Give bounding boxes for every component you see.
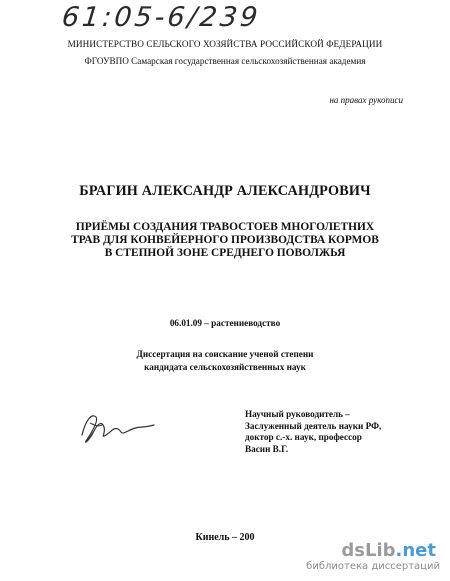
- watermark-subtitle: библиотека диссертаций: [306, 561, 440, 572]
- dissertation-title: [0, 221, 450, 259]
- ministry-heading: МИНИСТЕРСТВО СЕЛЬСКОГО ХОЗЯЙСТВА РОССИЙСКОЙ ФЕДЕРАЦИИ: [67, 39, 383, 49]
- supervisor-line: доктор с.-х. наук, профессор: [245, 432, 362, 443]
- manuscript-rights-note: на правах рукописи: [329, 95, 403, 105]
- dslib-watermark-logo[interactable]: [341, 540, 436, 561]
- specialty-code: 06.01.09 – растениеводство: [169, 318, 281, 328]
- scientific-supervisor: [245, 409, 381, 455]
- author-name: БРАГИН АЛЕКСАНДР АЛЕКСАНДРОВИЧ: [79, 183, 371, 199]
- degree-statement: [0, 348, 450, 373]
- degree-line: Диссертация на соискание ученой степени: [136, 349, 314, 359]
- supervisor-line: Заслуженный деятель науки РФ,: [245, 420, 382, 431]
- watermark-logo-ext: .net: [395, 540, 436, 561]
- handwritten-archive-number: 61:05-6/239: [60, 2, 263, 33]
- title-line: В СТЕПНОЙ ЗОНЕ СРЕДНЕГО ПОВОЛЖЬЯ: [104, 246, 346, 259]
- degree-line: кандидата сельскохозяйственных наук: [144, 361, 306, 372]
- watermark-logo-main: dsLib: [341, 540, 396, 561]
- supervisor-line: Васин В.Г.: [245, 443, 289, 454]
- title-line: ПРИЁМЫ СОЗДАНИЯ ТРАВОСТОЕВ МНОГОЛЕТНИХ: [75, 221, 375, 233]
- supervisor-line: Научный руководитель –: [245, 409, 350, 419]
- academy-heading: ФГОУВПО Самарская государственная сельскохозяйственная академия: [84, 56, 366, 66]
- supervisor-signature: [76, 405, 158, 451]
- title-line: ТРАВ ДЛЯ КОНВЕЙЕРНОГО ПРОИЗВОДСТВА КОРМОВ: [71, 233, 379, 246]
- city-and-year: Кинель – 200: [195, 532, 255, 543]
